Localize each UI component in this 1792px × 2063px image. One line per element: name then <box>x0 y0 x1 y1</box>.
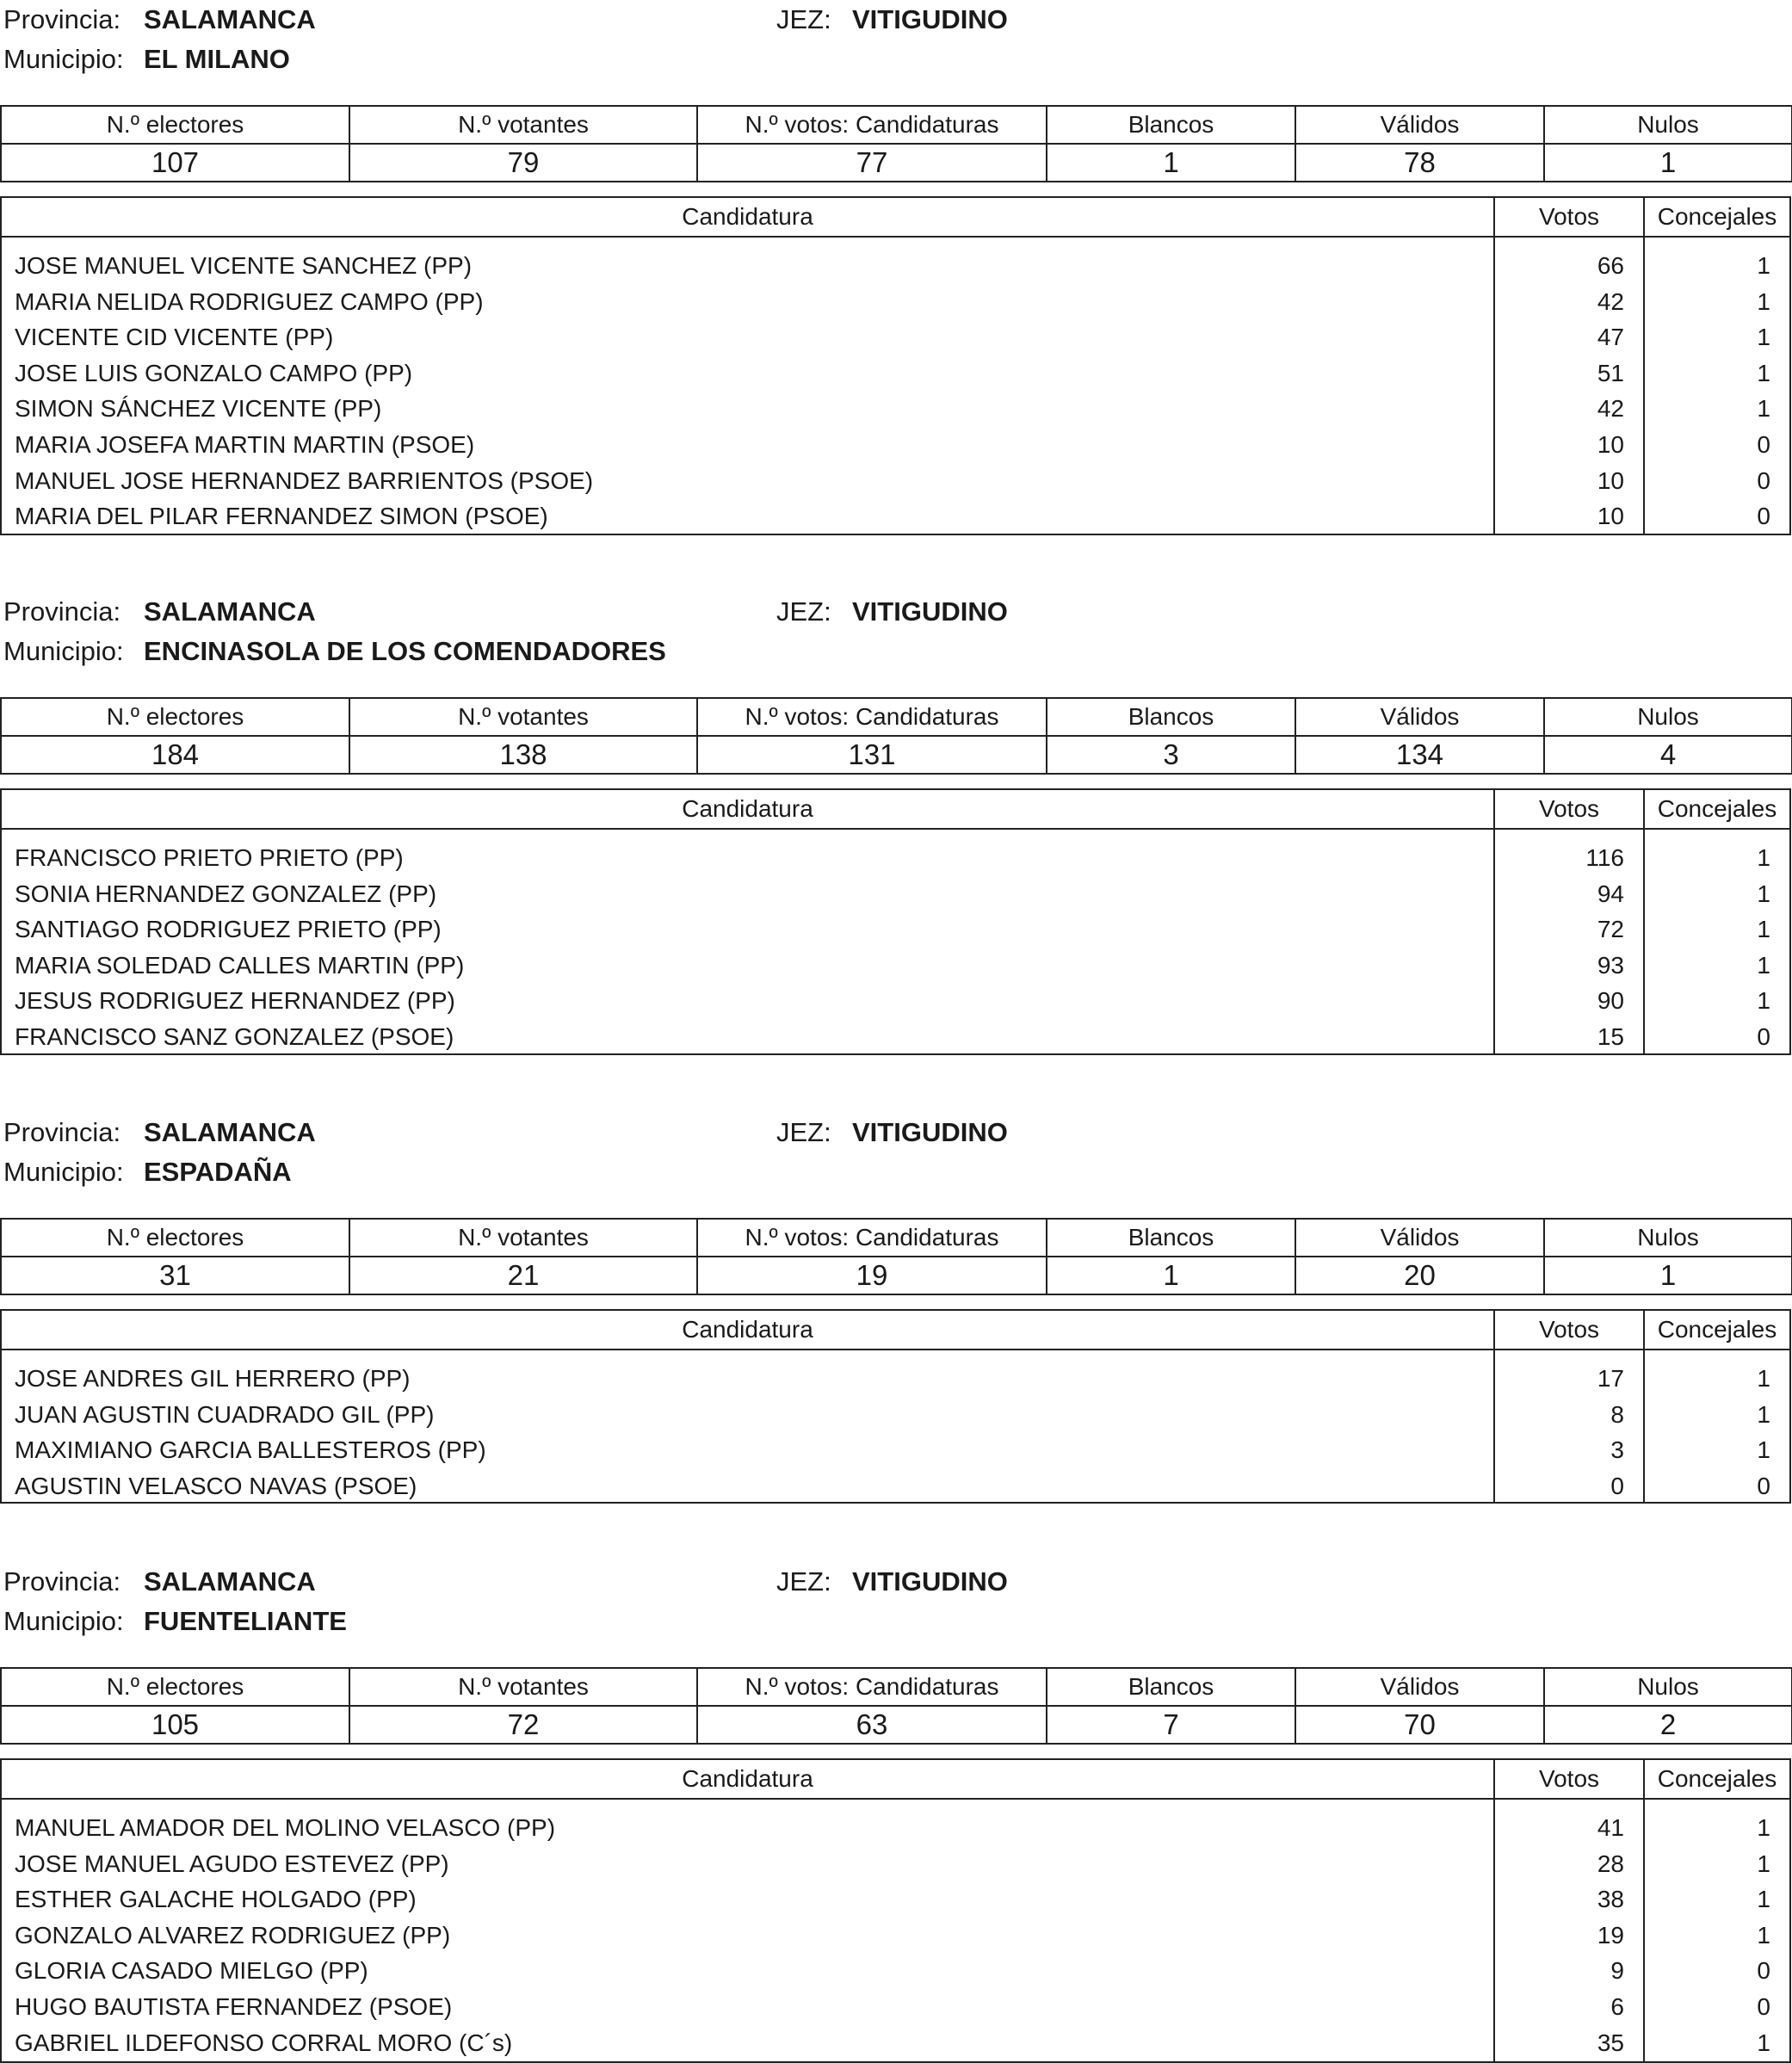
candidate-concejales: 0 <box>1757 503 1770 530</box>
stats-value-candidaturas: 63 <box>697 1706 1047 1744</box>
stats-header-electores: N.º electores <box>1 1219 349 1257</box>
candidate-votos: 93 <box>1597 951 1624 979</box>
candidate-votos: 51 <box>1597 359 1624 386</box>
municipio-value: ESPADAÑA <box>144 1157 292 1187</box>
stats-value-votantes: 72 <box>349 1706 697 1744</box>
stats-header-blancos: Blancos <box>1047 1668 1295 1706</box>
stats-header-nulos: Nulos <box>1544 698 1792 736</box>
candidate-name: GABRIEL ILDEFONSO CORRAL MORO (C´s) <box>15 2029 513 2056</box>
candidate-concejales: 1 <box>1757 1921 1770 1949</box>
candidate-concejales: 1 <box>1757 324 1770 351</box>
stats-header-electores: N.º electores <box>1 698 349 736</box>
stats-value-validos: 20 <box>1295 1257 1544 1294</box>
candidate-votos: 28 <box>1597 1850 1624 1877</box>
candidate-votos: 38 <box>1597 1886 1624 1913</box>
table-row <box>2 319 1789 355</box>
jez-value: VITIGUDINO <box>852 1566 1008 1597</box>
candidate-concejales: 1 <box>1757 916 1770 943</box>
stats-table <box>0 105 1792 182</box>
candidates-table <box>0 196 1791 535</box>
table-row <box>2 463 1789 499</box>
municipio-value: FUENTELIANTE <box>144 1606 347 1636</box>
stats-table <box>0 1218 1792 1295</box>
provincia-value: SALAMANCA <box>144 596 316 627</box>
candidate-votos: 47 <box>1597 324 1624 351</box>
table-row <box>2 1846 1789 1882</box>
municipio-label: Municipio: <box>3 636 124 666</box>
table-row <box>2 427 1789 463</box>
municipio-label: Municipio: <box>3 1606 124 1636</box>
candidate-votos: 0 <box>1610 1472 1624 1499</box>
provincia-value: SALAMANCA <box>144 1566 316 1597</box>
jez-label: JEZ: <box>776 1566 831 1597</box>
cand-header-concejales: Concejales <box>1657 203 1777 230</box>
jez-label: JEZ: <box>776 1117 831 1147</box>
cand-header-concejales: Concejales <box>1657 1765 1777 1792</box>
stats-value-validos: 78 <box>1295 144 1544 182</box>
candidate-concejales: 1 <box>1757 359 1770 386</box>
table-row <box>2 911 1789 948</box>
stats-header-candidaturas: N.º votos: Candidaturas <box>697 1668 1047 1706</box>
candidate-name: JESUS RODRIGUEZ HERNANDEZ (PP) <box>15 987 455 1015</box>
table-row <box>2 248 1789 284</box>
stats-header-votantes: N.º votantes <box>349 1219 697 1257</box>
stats-value-votantes: 138 <box>349 736 697 774</box>
candidate-concejales: 0 <box>1757 1472 1770 1499</box>
stats-value-nulos: 4 <box>1544 736 1792 774</box>
cand-header-candidatura: Candidatura <box>682 1765 813 1792</box>
candidate-name: JOSE MANUEL VICENTE SANCHEZ (PP) <box>15 252 473 279</box>
table-row <box>2 284 1789 320</box>
cand-header-votos: Votos <box>1538 1316 1600 1343</box>
table-row <box>2 2025 1789 2061</box>
provincia-value: SALAMANCA <box>144 4 316 34</box>
stats-value-electores: 107 <box>1 144 349 182</box>
stats-header-blancos: Blancos <box>1047 698 1295 736</box>
cand-header-concejales: Concejales <box>1657 1316 1777 1343</box>
candidate-name: SIMON SÁNCHEZ VICENTE (PP) <box>15 395 382 423</box>
cand-header-candidatura: Candidatura <box>682 1316 813 1343</box>
jez-label: JEZ: <box>776 596 831 627</box>
stats-header-nulos: Nulos <box>1544 1668 1792 1706</box>
candidate-name: AGUSTIN VELASCO NAVAS (PSOE) <box>15 1472 417 1499</box>
cand-header-votos: Votos <box>1538 795 1600 822</box>
stats-value-candidaturas: 77 <box>697 144 1047 182</box>
candidate-votos: 19 <box>1597 1921 1624 1949</box>
stats-header-validos: Válidos <box>1295 1668 1544 1706</box>
table-row <box>2 1918 1789 1954</box>
candidate-votos: 8 <box>1610 1400 1624 1428</box>
candidate-name: MANUEL JOSE HERNANDEZ BARRIENTOS (PSOE) <box>15 466 594 494</box>
stats-header-votantes: N.º votantes <box>349 698 697 736</box>
candidate-name: MAXIMIANO GARCIA BALLESTEROS (PP) <box>15 1436 486 1464</box>
stats-header-candidaturas: N.º votos: Candidaturas <box>697 1219 1047 1257</box>
candidate-votos: 35 <box>1597 2029 1624 2056</box>
stats-header-votantes: N.º votantes <box>349 1668 697 1706</box>
stats-table <box>0 697 1792 775</box>
stats-value-nulos: 1 <box>1544 1257 1792 1294</box>
candidate-votos: 9 <box>1610 1957 1624 1985</box>
candidate-concejales: 1 <box>1757 1814 1770 1841</box>
stats-header-nulos: Nulos <box>1544 106 1792 144</box>
candidate-votos: 42 <box>1597 395 1624 423</box>
stats-value-blancos: 1 <box>1047 144 1295 182</box>
candidate-concejales: 1 <box>1757 252 1770 279</box>
candidate-votos: 17 <box>1597 1365 1624 1392</box>
jez-label: JEZ: <box>776 4 831 34</box>
candidate-concejales: 1 <box>1757 880 1770 907</box>
stats-value-electores: 184 <box>1 736 349 774</box>
table-row <box>2 1397 1789 1433</box>
candidate-concejales: 0 <box>1757 1022 1770 1050</box>
cand-header-votos: Votos <box>1538 1765 1600 1792</box>
stats-header-votantes: N.º votantes <box>349 106 697 144</box>
stats-header-blancos: Blancos <box>1047 1219 1295 1257</box>
stats-header-validos: Válidos <box>1295 106 1544 144</box>
candidates-table <box>0 1758 1791 2063</box>
candidate-votos: 15 <box>1597 1022 1624 1050</box>
stats-value-votantes: 21 <box>349 1257 697 1294</box>
candidate-name: SANTIAGO RODRIGUEZ PRIETO (PP) <box>15 916 442 943</box>
municipio-value: EL MILANO <box>144 44 290 74</box>
candidate-name: JOSE ANDRES GIL HERRERO (PP) <box>15 1365 411 1392</box>
stats-header-nulos: Nulos <box>1544 1219 1792 1257</box>
stats-header-electores: N.º electores <box>1 106 349 144</box>
stats-value-electores: 31 <box>1 1257 349 1294</box>
candidate-votos: 42 <box>1597 287 1624 315</box>
stats-value-nulos: 2 <box>1544 1706 1792 1744</box>
stats-header-candidaturas: N.º votos: Candidaturas <box>697 698 1047 736</box>
candidate-name: MARIA DEL PILAR FERNANDEZ SIMON (PSOE) <box>15 503 548 530</box>
candidate-concejales: 1 <box>1757 951 1770 979</box>
stats-header-validos: Válidos <box>1295 698 1544 736</box>
table-row <box>2 948 1789 984</box>
candidate-votos: 116 <box>1585 844 1624 871</box>
jez-value: VITIGUDINO <box>852 4 1008 34</box>
stats-value-blancos: 3 <box>1047 736 1295 774</box>
candidate-name: VICENTE CID VICENTE (PP) <box>15 324 334 351</box>
table-row <box>2 1810 1789 1846</box>
candidate-name: ESTHER GALACHE HOLGADO (PP) <box>15 1886 417 1913</box>
candidate-name: JOSE LUIS GONZALO CAMPO (PP) <box>15 359 413 386</box>
stats-value-validos: 134 <box>1295 736 1544 774</box>
table-row <box>2 391 1789 427</box>
table-row <box>2 498 1789 534</box>
candidate-name: HUGO BAUTISTA FERNANDEZ (PSOE) <box>15 1992 453 2020</box>
candidate-name: GLORIA CASADO MIELGO (PP) <box>15 1957 368 1985</box>
candidate-concejales: 1 <box>1757 844 1770 871</box>
candidate-votos: 3 <box>1610 1436 1624 1464</box>
table-row <box>2 876 1789 912</box>
jez-value: VITIGUDINO <box>852 1117 1008 1147</box>
table-row <box>2 840 1789 876</box>
candidate-concejales: 0 <box>1757 430 1770 458</box>
candidate-votos: 66 <box>1597 252 1624 279</box>
candidate-concejales: 0 <box>1757 466 1770 494</box>
candidate-concejales: 0 <box>1757 1992 1770 2020</box>
municipio-label: Municipio: <box>3 1157 124 1187</box>
table-row <box>2 1953 1789 1989</box>
cand-header-candidatura: Candidatura <box>682 795 813 822</box>
stats-value-blancos: 7 <box>1047 1706 1295 1744</box>
candidate-name: JOSE MANUEL AGUDO ESTEVEZ (PP) <box>15 1850 449 1877</box>
stats-table <box>0 1667 1792 1745</box>
candidate-concejales: 0 <box>1757 1957 1770 1985</box>
table-row <box>2 1019 1789 1055</box>
candidate-votos: 10 <box>1597 466 1624 494</box>
table-row <box>2 983 1789 1019</box>
candidate-votos: 94 <box>1597 880 1624 907</box>
stats-value-votantes: 79 <box>349 144 697 182</box>
candidate-name: FRANCISCO PRIETO PRIETO (PP) <box>15 844 404 871</box>
table-row <box>2 355 1789 392</box>
candidates-table <box>0 788 1791 1055</box>
table-row <box>2 1432 1789 1468</box>
candidate-name: FRANCISCO SANZ GONZALEZ (PSOE) <box>15 1022 454 1050</box>
candidate-votos: 10 <box>1597 430 1624 458</box>
cand-header-votos: Votos <box>1538 203 1600 230</box>
candidate-votos: 6 <box>1610 1992 1624 2020</box>
stats-header-blancos: Blancos <box>1047 106 1295 144</box>
municipio-value: ENCINASOLA DE LOS COMENDADORES <box>144 636 666 666</box>
candidate-votos: 41 <box>1597 1814 1624 1841</box>
cand-header-concejales: Concejales <box>1657 795 1777 822</box>
stats-value-validos: 70 <box>1295 1706 1544 1744</box>
table-row <box>2 1468 1789 1504</box>
candidate-name: MARIA SOLEDAD CALLES MARTIN (PP) <box>15 951 465 979</box>
candidate-concejales: 1 <box>1757 1850 1770 1877</box>
candidate-votos: 90 <box>1597 987 1624 1015</box>
provincia-value: SALAMANCA <box>144 1117 316 1147</box>
provincia-label: Provincia: <box>3 1117 121 1147</box>
candidate-name: MANUEL AMADOR DEL MOLINO VELASCO (PP) <box>15 1814 556 1841</box>
table-row <box>2 1361 1789 1397</box>
candidate-concejales: 1 <box>1757 287 1770 315</box>
candidate-name: SONIA HERNANDEZ GONZALEZ (PP) <box>15 880 437 907</box>
candidate-concejales: 1 <box>1757 2029 1770 2056</box>
candidate-name: JUAN AGUSTIN CUADRADO GIL (PP) <box>15 1400 435 1428</box>
cand-header-candidatura: Candidatura <box>682 203 813 230</box>
table-row <box>2 1989 1789 2025</box>
candidate-concejales: 1 <box>1757 395 1770 423</box>
stats-header-validos: Válidos <box>1295 1219 1544 1257</box>
provincia-label: Provincia: <box>3 4 121 34</box>
candidate-concejales: 1 <box>1757 1436 1770 1464</box>
candidate-votos: 72 <box>1597 916 1624 943</box>
candidate-name: GONZALO ALVAREZ RODRIGUEZ (PP) <box>15 1921 451 1949</box>
stats-value-candidaturas: 19 <box>697 1257 1047 1294</box>
candidate-votos: 10 <box>1597 503 1624 530</box>
stats-value-blancos: 1 <box>1047 1257 1295 1294</box>
candidate-name: MARIA JOSEFA MARTIN MARTIN (PSOE) <box>15 430 475 458</box>
candidate-concejales: 1 <box>1757 1400 1770 1428</box>
stats-header-candidaturas: N.º votos: Candidaturas <box>697 106 1047 144</box>
stats-value-candidaturas: 131 <box>697 736 1047 774</box>
stats-header-electores: N.º electores <box>1 1668 349 1706</box>
candidate-concejales: 1 <box>1757 1365 1770 1392</box>
stats-value-nulos: 1 <box>1544 144 1792 182</box>
provincia-label: Provincia: <box>3 596 121 627</box>
candidates-table <box>0 1309 1791 1504</box>
municipio-label: Municipio: <box>3 44 124 74</box>
provincia-label: Provincia: <box>3 1566 121 1597</box>
candidate-name: MARIA NELIDA RODRIGUEZ CAMPO (PP) <box>15 287 484 315</box>
candidate-concejales: 1 <box>1757 1886 1770 1913</box>
table-row <box>2 1881 1789 1918</box>
candidate-concejales: 1 <box>1757 987 1770 1015</box>
jez-value: VITIGUDINO <box>852 596 1008 627</box>
stats-value-electores: 105 <box>1 1706 349 1744</box>
